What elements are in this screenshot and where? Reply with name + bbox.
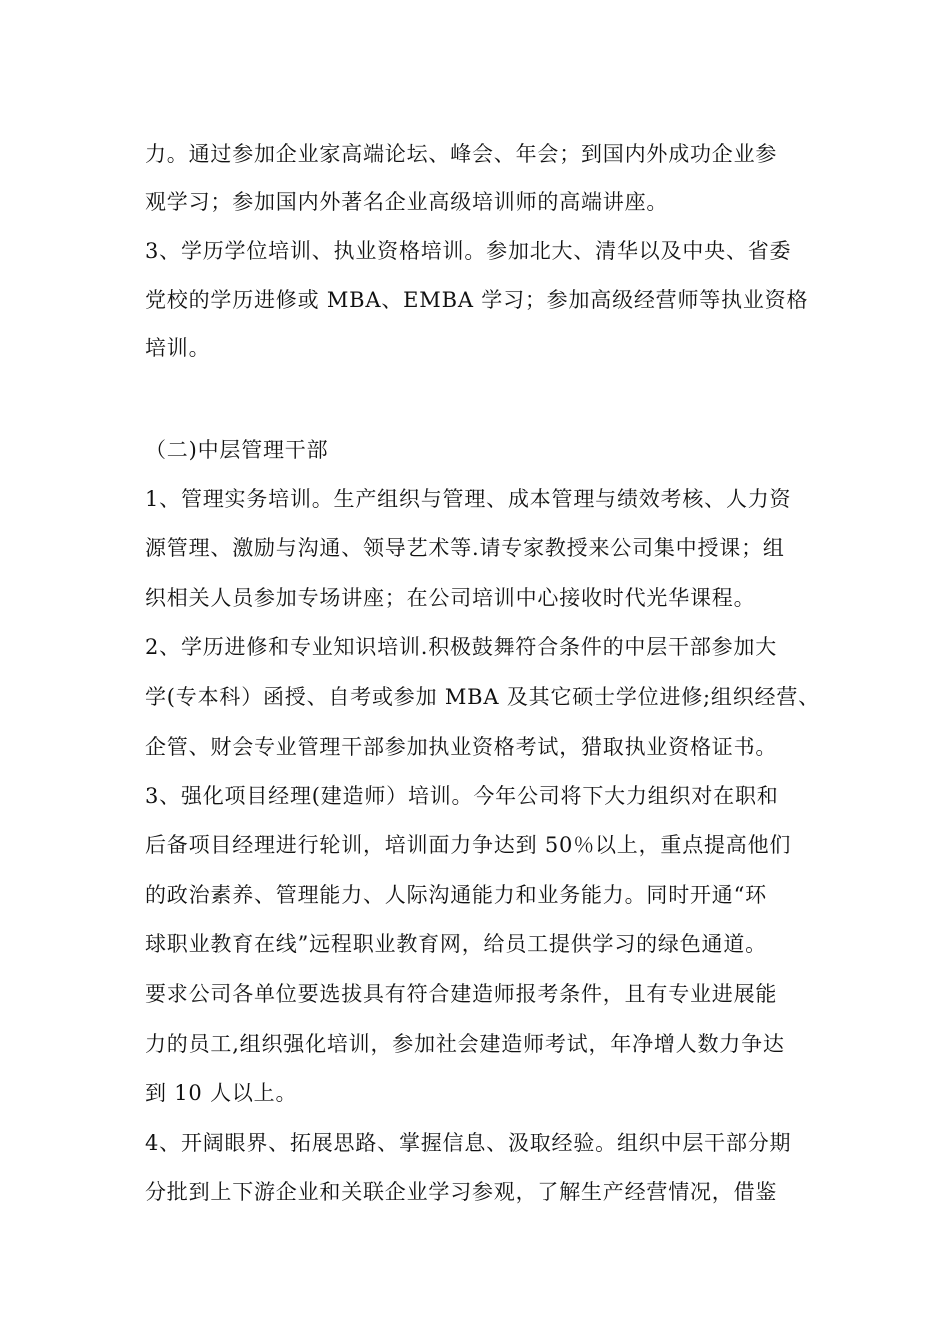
paragraph-line: 球职业教育在线”远程职业教育网，给员工提供学习的绿色通道。 <box>145 932 767 956</box>
paragraph-line: 分批到上下游企业和关联企业学习参观，了解生产经营情况，借鉴 <box>145 1180 778 1204</box>
paragraph-line: 党校的学历进修或 MBA、EMBA 学习；参加高级经营师等执业资格 <box>145 288 809 312</box>
paragraph-line: 的政治素养、管理能力、人际沟通能力和业务能力。同时开通“环 <box>145 883 767 907</box>
paragraph-line: 1、管理实务培训。生产组织与管理、成本管理与绩效考核、人力资 <box>145 487 792 511</box>
paragraph-line: 后备项目经理进行轮训，培训面力争达到 50％以上，重点提高他们 <box>145 833 792 857</box>
paragraph-line: 织相关人员参加专场讲座；在公司培训中心接收时代光华课程。 <box>145 586 756 610</box>
paragraph-line: 3、强化项目经理(建造师）培训。今年公司将下大力组织对在职和 <box>145 784 779 808</box>
paragraph-line: 2、学历进修和专业知识培训.积极鼓舞符合条件的中层干部参加大 <box>145 635 778 659</box>
paragraph-line: 力。通过参加企业家高端论坛、峰会、年会；到国内外成功企业参 <box>145 142 778 166</box>
paragraph-line: 企管、财会专业管理干部参加执业资格考试，猎取执业资格证书。 <box>145 735 778 759</box>
paragraph-line: 学(专本科）函授、自考或参加 MBA 及其它硕士学位进修;组织经营、 <box>145 685 820 709</box>
paragraph-line: 观学习；参加国内外著名企业高级培训师的高端讲座。 <box>145 190 669 214</box>
paragraph-line: 4、开阔眼界、拓展思路、掌握信息、汲取经验。组织中层干部分期 <box>145 1131 792 1155</box>
paragraph-line: 源管理、激励与沟通、领导艺术等.请专家教授来公司集中授课；组 <box>145 536 785 560</box>
paragraph-line: 力的员工,组织强化培训，参加社会建造师考试，年净增人数力争达 <box>145 1032 785 1056</box>
paragraph-line: 3、学历学位培训、执业资格培训。参加北大、清华以及中央、省委 <box>145 239 792 263</box>
section-heading: （二)中层管理干部 <box>145 438 329 462</box>
paragraph-line: 培训。 <box>145 336 211 360</box>
paragraph-line: 到 10 人以上。 <box>145 1081 298 1105</box>
paragraph-line: 要求公司各单位要选拔具有符合建造师报考条件，且有专业进展能 <box>145 982 778 1006</box>
